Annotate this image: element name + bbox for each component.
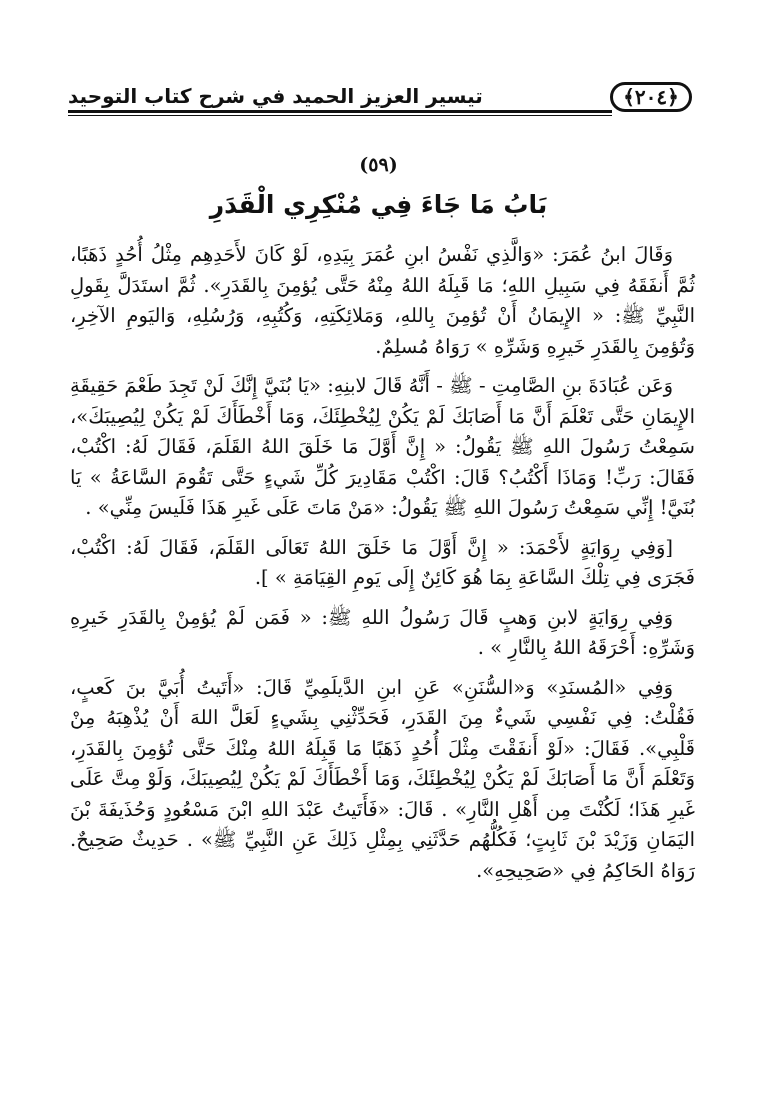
paragraph-ibn-umar: وَقَالَ ابنُ عُمَرَ: «وَالَّذِي نَفْسُ ابنِ عُمَرَ بِيَدِهِ، لَوْ كَانَ لأَحَدِهِم مِثْلُ أُحُدٍ ذَهَبًا، ثُمَّ أَنفَقَهُ فِي سَبِيلِ اللهِ؛ مَا قَبِلَهُ اللهُ مِنْهُ حَتَّى يُؤمِنَ بِالقَدَرِ». ثُمَّ استَدَلَّ بِقَولِ النَّبِيِّ ﷺ: « الإِيمَانُ أَنْ تُؤمِنَ بِاللهِ، وَمَلائِكَتِهِ، وَكُتُبِهِ، وَرُسُلِهِ، وَاليَومِ الآخِرِ، وَتُؤمِنَ بِالقَدَرِ خَيرِهِ وَشَرِّهِ » رَوَاهُ مُسلِمٌ. bbox=[70, 243, 695, 358]
page-header bbox=[68, 78, 692, 118]
page-number-badge: ﴿٢٠٤﴾ bbox=[610, 82, 692, 112]
paragraph-ubada: وَعَن عُبَادَةَ بنِ الصَّامِتِ - ﷺ - أَنَّهُ قَالَ لابنِهِ: «يَا بُنَيَّ إِنَّكَ لَنْ تَجِدَ طَعْمَ حَقِيقَةِ الإِيمَانِ حَتَّى تَعْلَمَ أَنَّ مَا أَصَابَكَ لَمْ يَكُنْ لِيُخْطِئَكَ، وَمَا أَخْطَأَكَ لَمْ يَكُنْ لِيُصِيبَكَ»، سَمِعْتُ رَسُولَ اللهِ ﷺ يَقُولُ: « إِنَّ أَوَّلَ مَا خَلَقَ اللهُ القَلَمَ، فَقَالَ لَهُ: اكْتُبْ، فَقَالَ: رَبِّ! وَمَاذَا أَكْتُبُ؟ قَالَ: اكْتُبْ مَقَادِيرَ كُلِّ شَيءٍ حَتَّى تَقُومَ السَّاعَةُ » يَا بُنَيَّ! إِنِّي سَمِعْتُ رَسُولَ اللهِ ﷺ يَقُولُ: «مَنْ مَاتَ عَلَى غَيرِ هَذَا فَلَيسَ مِنِّي» . bbox=[70, 374, 695, 519]
header-rule-thin bbox=[68, 115, 612, 116]
header-rule bbox=[68, 110, 612, 113]
paragraph-ibn-daylami: وَفِي «المُسنَدِ» وَ«السُّنَنِ» عَنِ ابنِ الدَّيلَمِيِّ قَالَ: «أَتَيتُ أُبَيَّ بنَ كَعبٍ، فَقُلْتُ: فِي نَفْسِي شَيءٌ مِنَ القَدَرِ، فَحَدِّثْنِي بِشَيءٍ لَعَلَّ اللهَ أَنْ يُذْهِبَهُ مِنْ قَلْبِي». فَقَالَ: «لَوْ أَنفَقْتَ مِثْلَ أُحُدٍ ذَهَبًا مَا قَبِلَهُ اللهُ مِنْكَ حَتَّى تُؤمِنَ بِالقَدَرِ، وَتَعْلَمَ أَنَّ مَا أَصَابَكَ لَمْ يَكُنْ لِيُخْطِئَكَ، وَمَا أَخْطَأَكَ لَمْ يَكُنْ لِيُصِيبَكَ، وَلَوْ مِتَّ عَلَى غَيرِ هَذَا؛ لَكُنْتَ مِن أَهْلِ النَّارِ» . قَالَ: «فَأَتَيتُ عَبْدَ اللهِ ابْنَ مَسْعُودٍ وَحُذَيفَةَ بْنَ اليَمَانِ وَزَيْدَ بْنَ ثَابِتٍ؛ فَكُلُّهُم حَدَّثَنِي بِمِثْلِ ذَلِكَ عَنِ النَّبِيِّ ﷺ» . حَدِيثٌ صَحِيحٌ. رَوَاهُ الحَاكِمُ فِي «صَحِيحِهِ». bbox=[70, 675, 695, 882]
chapter-title: بَابُ مَا جَاءَ فِي مُنْكِرِي الْقَدَرِ bbox=[209, 190, 548, 219]
paragraph-ahmad-narration: [وَفِي رِوَايَةٍ لأَحْمَدَ: « إِنَّ أَوَّلَ مَا خَلَقَ اللهُ تَعَالَى القَلَمَ، فَقَالَ لَهُ: اكْتُبْ، فَجَرَى فِي تِلْكَ السَّاعَةِ بِمَا هُوَ كَائِنٌ إِلَى يَومِ القِيَامَةِ » ]. bbox=[70, 535, 695, 589]
body-text bbox=[70, 240, 695, 886]
chapter-number: (٥٩) bbox=[359, 154, 398, 176]
paragraph-ibn-wahb-narration: وَفِي رِوَايَةٍ لابنِ وَهبٍ قَالَ رَسُولُ اللهِ ﷺ: « فَمَن لَمْ يُؤمِنْ بِالقَدَرِ خَيرِهِ وَشَرِّهِ: أَحْرَقَهُ اللهُ بِالنَّارِ » . bbox=[70, 605, 695, 659]
book-title: تيسير العزيز الحميد في شرح كتاب التوحيد bbox=[68, 84, 483, 108]
